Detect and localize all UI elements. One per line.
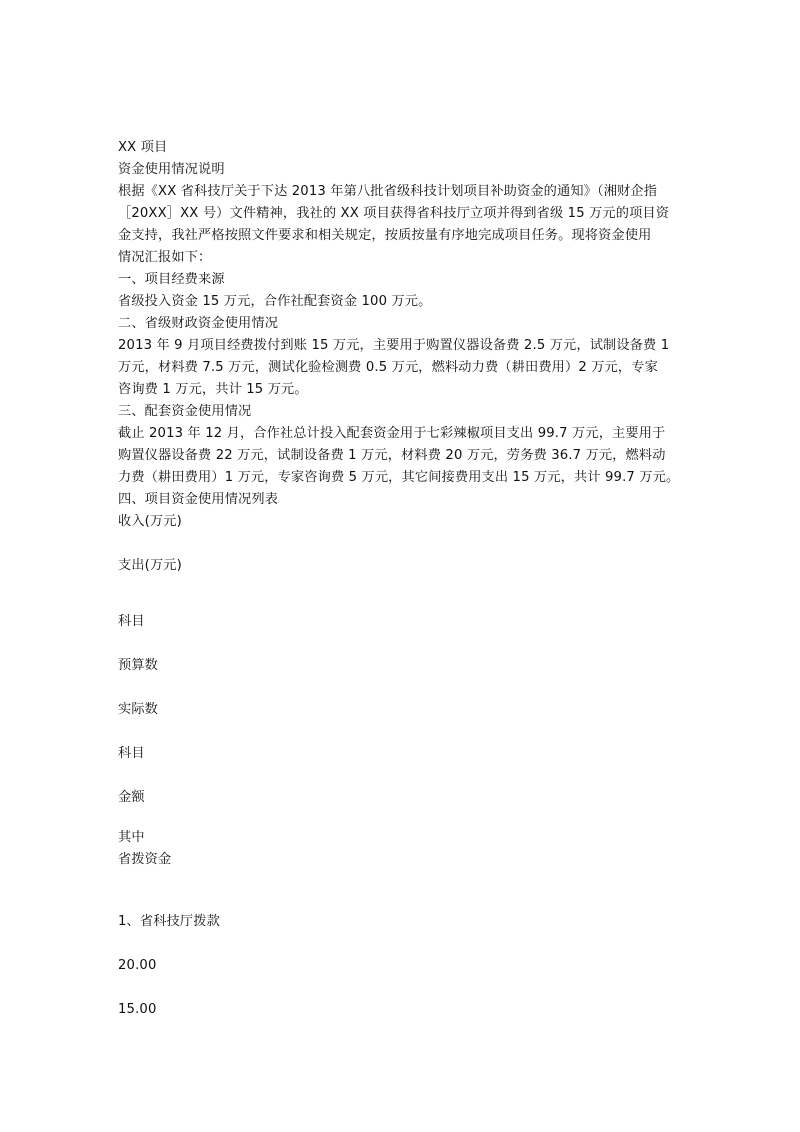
table-cell: 20.00 xyxy=(118,958,157,973)
table-cell: 15.00 xyxy=(118,1002,157,1017)
table-cell: 科目 xyxy=(118,746,145,761)
paragraph-line: 万元，材料费 7.5 万元，测试化验检测费 0.5 万元，燃料动力费（耕田费用）2 万元，专家 xyxy=(118,360,658,375)
paragraph-line: 情况汇报如下： xyxy=(118,250,212,265)
paragraph-line: 截止 2013 年 12 月，合作社总计投入配套资金用于七彩辣椒项目支出 99.7 万元，主要用于 xyxy=(118,426,666,441)
section-heading: 二、省级财政资金使用情况 xyxy=(118,316,279,331)
table-cell: 省拨资金 xyxy=(118,852,172,867)
section-heading: 四、项目资金使用情况列表 xyxy=(118,492,279,507)
table-cell: 其中 xyxy=(118,830,145,845)
paragraph-line: 购置仪器设备费 22 万元，试制设备费 1 万元，材料费 20 万元，劳务费 36.7 万元，燃料动 xyxy=(118,448,666,463)
table-cell: 收入(万元) xyxy=(118,514,182,529)
table-cell: 实际数 xyxy=(118,702,159,717)
paragraph-line: 根据《XX 省科技厅关于下达 2013 年第八批省级科技计划项目补助资金的通知》（湘财企指 xyxy=(118,184,658,199)
paragraph-line: 金支持，我社严格按照文件要求和相关规定，按质按量有序地完成项目任务。现将资金使用 xyxy=(118,228,652,243)
table-cell: 预算数 xyxy=(118,658,159,673)
doc-title: XX 项目 xyxy=(118,140,168,155)
paragraph-line: 咨询费 1 万元，共计 15 万元。 xyxy=(118,382,308,397)
table-cell: 支出(万元) xyxy=(118,558,182,573)
section-heading: 一、项目经费来源 xyxy=(118,272,225,287)
paragraph-line: 2013 年 9 月项目经费拨付到账 15 万元，主要用于购置仪器设备费 2.5 万元，试制设备费 1 xyxy=(118,338,670,353)
section-heading: 三、配套资金使用情况 xyxy=(118,404,252,419)
paragraph-line: 省级投入资金 15 万元，合作社配套资金 100 万元。 xyxy=(118,294,432,309)
table-cell: 科目 xyxy=(118,614,145,629)
paragraph-line: 力费（耕田费用）1 万元，专家咨询费 5 万元，其它间接费用支出 15 万元，共计 99.7 万元。 xyxy=(118,470,680,485)
paragraph-line: ［20XX］XX 号）文件精神，我社的 XX 项目获得省科技厅立项并得到省级 15 万元的项目资 xyxy=(118,206,670,221)
table-cell: 1、省科技厅拨款 xyxy=(118,914,220,929)
table-cell: 金额 xyxy=(118,790,145,805)
doc-subtitle: 资金使用情况说明 xyxy=(118,162,225,177)
